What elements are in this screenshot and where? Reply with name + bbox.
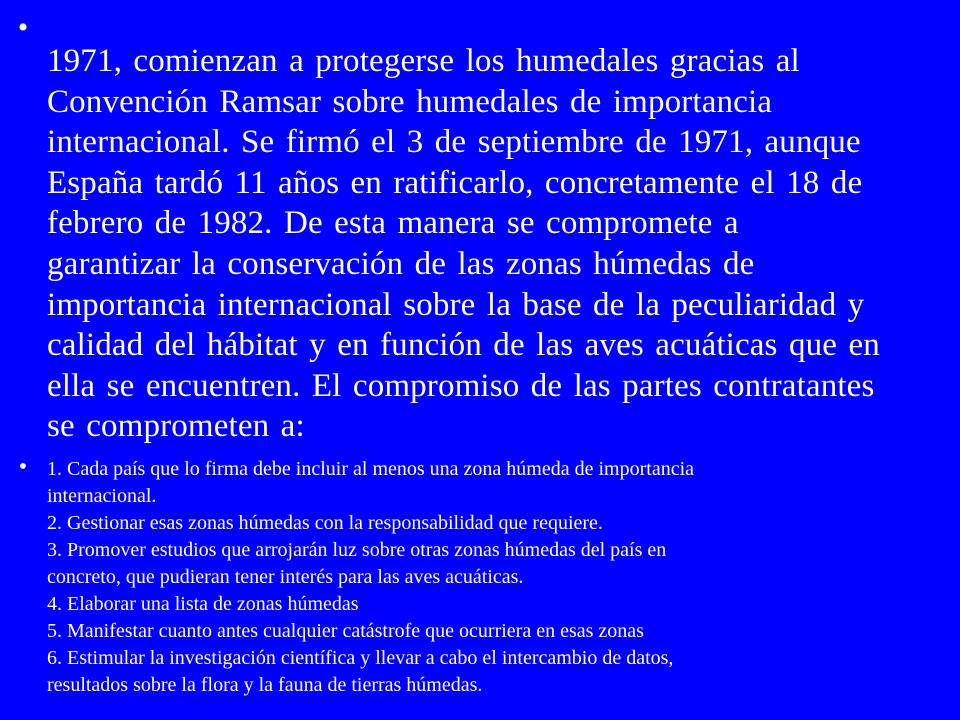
list-item: 4. Elaborar una lista de zonas húmedas (47, 593, 359, 615)
list-item: 1. Cada país que lo firma debe incluir al menos una zona húmeda de importancia (47, 458, 695, 480)
paragraph-line: calidad del hábitat y en función de las aves acuáticas que en (47, 327, 880, 364)
list-item: internacional. (47, 485, 157, 507)
paragraph-line: 1971, comienzan a protegerse los humedales gracias al (47, 43, 800, 79)
list-item: 3. Promover estudios que arrojarán luz sobre otras zonas húmedas del país en (47, 539, 667, 561)
list-item: resultados sobre la flora y la fauna de tierras húmedas. (47, 674, 483, 696)
paragraph-line: se comprometen a: (47, 408, 305, 445)
paragraph-line: importancia internacional sobre la base de la peculiaridad y (47, 286, 865, 323)
paragraph-line: Convención Ramsar sobre humedales de importancia (47, 83, 773, 120)
paragraph-line: internacional. Se firmó el 3 de septiembre de 1971, aunque (47, 124, 861, 161)
bullet-icon: • (17, 11, 29, 44)
commitments-list (47, 456, 947, 699)
paragraph-line: febrero de 1982. De esta manera se compromete a (47, 205, 739, 242)
list-item: 5. Manifestar cuanto antes cualquier catástrofe que ocurriera en esas zonas (47, 620, 644, 642)
list-item: 2. Gestionar esas zonas húmedas con la responsabilidad que requiere. (47, 512, 603, 534)
list-item: 6. Estimular la investigación científica y llevar a cabo el intercambio de datos, (47, 647, 674, 669)
main-paragraph (47, 41, 947, 447)
paragraph-line: España tardó 11 años en ratificarlo, concretamente el 18 de (47, 164, 863, 201)
paragraph-line: garantizar la conservación de las zonas húmedas de (47, 245, 755, 282)
paragraph-line: ella se encuentren. El compromiso de las partes contratantes (47, 367, 875, 404)
bullet-icon: • (18, 454, 28, 480)
list-item: concreto, que pudieran tener interés para las aves acuáticas. (47, 566, 524, 588)
